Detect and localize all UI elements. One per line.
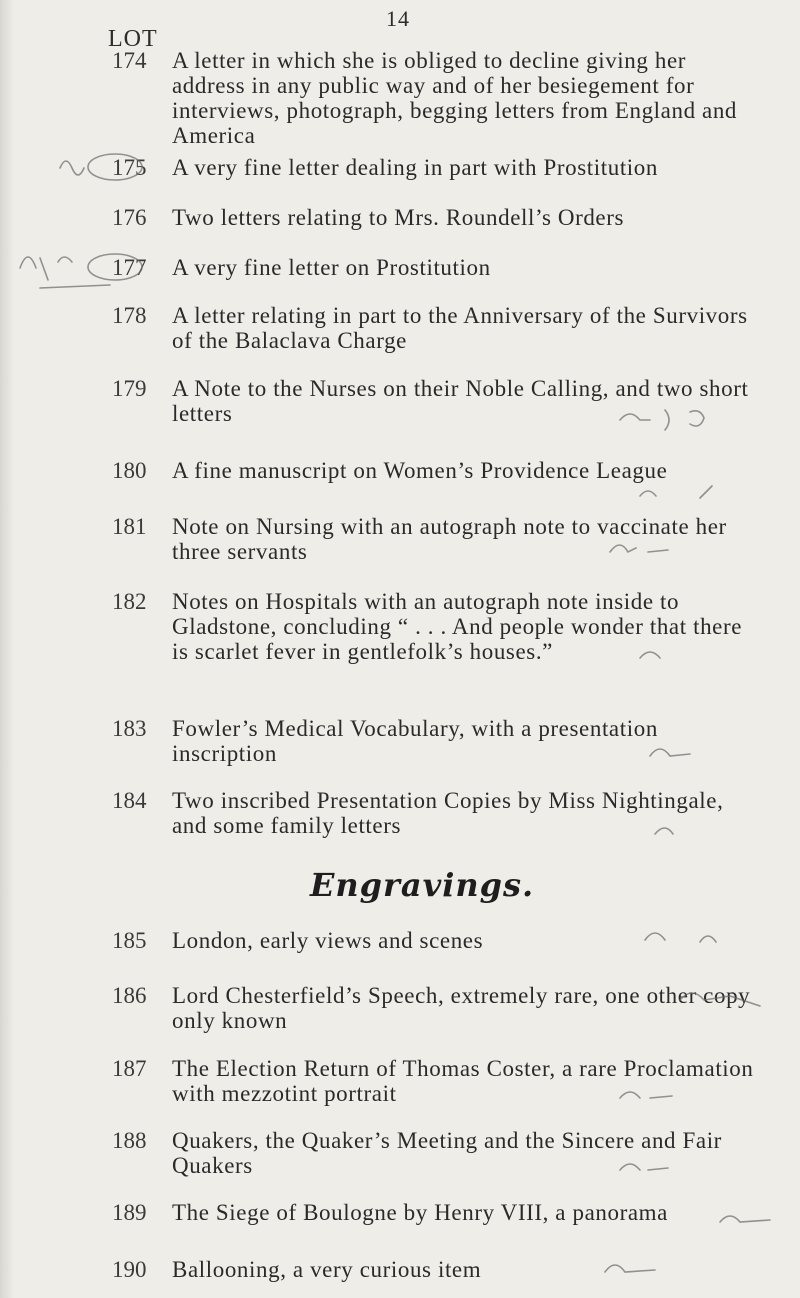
lot-circle-175	[88, 154, 142, 180]
price-mark-190	[605, 1265, 655, 1272]
lot-description: The Election Return of Thomas Coster, a rare Proclamation with mezzotint portrait	[172, 1056, 754, 1106]
lot-number: 183	[112, 716, 147, 741]
lot-number: 184	[112, 788, 147, 813]
lot-number: 188	[112, 1128, 147, 1153]
price-mark-184	[655, 828, 673, 834]
lot-number: 178	[112, 303, 147, 328]
lot-description: A very fine letter on Prostitution	[172, 255, 491, 280]
price-mark-182	[640, 652, 660, 658]
lot-number: 185	[112, 928, 147, 953]
lot-circle-177	[88, 254, 142, 280]
price-mark-183	[650, 749, 690, 756]
lot-number: 175	[112, 155, 147, 180]
lot-number: 181	[112, 514, 147, 539]
lot-description: Ballooning, a very curious item	[172, 1257, 482, 1282]
lot-description: A very fine letter dealing in part with Prostitution	[172, 155, 658, 180]
lot-description: Note on Nursing with an autograph note to vaccinate her three servants	[172, 514, 727, 564]
price-mark-180	[640, 486, 712, 498]
lot-description: A fine manuscript on Women’s Providence League	[172, 458, 668, 483]
margin-mark-177	[20, 257, 72, 280]
margin-underline-177	[40, 285, 110, 288]
lot-number: 186	[112, 983, 147, 1008]
page-number: 14	[386, 6, 410, 31]
lot-description: The Siege of Boulogne by Henry VIII, a panorama	[172, 1200, 668, 1225]
lot-number: 187	[112, 1056, 147, 1081]
price-mark-179	[620, 410, 704, 430]
lot-number: 182	[112, 589, 147, 614]
section-heading: Engravings.	[310, 866, 535, 904]
price-mark-188	[620, 1164, 668, 1170]
lot-description: Two inscribed Presentation Copies by Miss Nightingale, and some family letters	[172, 788, 724, 838]
lot-column-header: LOT	[108, 26, 158, 52]
lot-number: 180	[112, 458, 147, 483]
lot-number: 189	[112, 1200, 147, 1225]
lot-description: Two letters relating to Mrs. Roundell’s Orders	[172, 205, 625, 230]
lot-number: 190	[112, 1257, 147, 1282]
lot-description: Quakers, the Quaker’s Meeting and the Sincere and Fair Quakers	[172, 1128, 722, 1178]
lot-description: Notes on Hospitals with an autograph note inside to Gladstone, concluding “ . . . And people wonder that there is scarlet fever in gentlefolk’s houses.”	[172, 589, 743, 664]
price-mark-181	[610, 545, 668, 552]
lot-number: 176	[112, 205, 147, 230]
lot-description: A letter relating in part to the Anniversary of the Survivors of the Balaclava Charge	[172, 303, 748, 353]
lot-number: 179	[112, 376, 147, 401]
price-mark-186	[680, 993, 760, 1006]
price-mark-187	[620, 1092, 672, 1098]
price-mark-189	[720, 1216, 770, 1222]
lot-number: 174	[112, 48, 147, 73]
price-mark-185	[645, 933, 716, 942]
lot-description: Lord Chesterfield’s Speech, extremely rare, one other copy only known	[172, 983, 751, 1033]
lot-number: 177	[112, 255, 147, 280]
lot-description: A Note to the Nurses on their Noble Calling, and two short letters	[172, 376, 749, 426]
margin-mark-175	[60, 161, 84, 175]
lot-description: Fowler’s Medical Vocabulary, with a presentation inscription	[172, 716, 658, 766]
lot-description: London, early views and scenes	[172, 928, 484, 953]
lot-description: A letter in which she is obliged to decline giving her address in any public way and of her besiegement for interviews, photograph, begging letters from England and America	[172, 48, 738, 148]
